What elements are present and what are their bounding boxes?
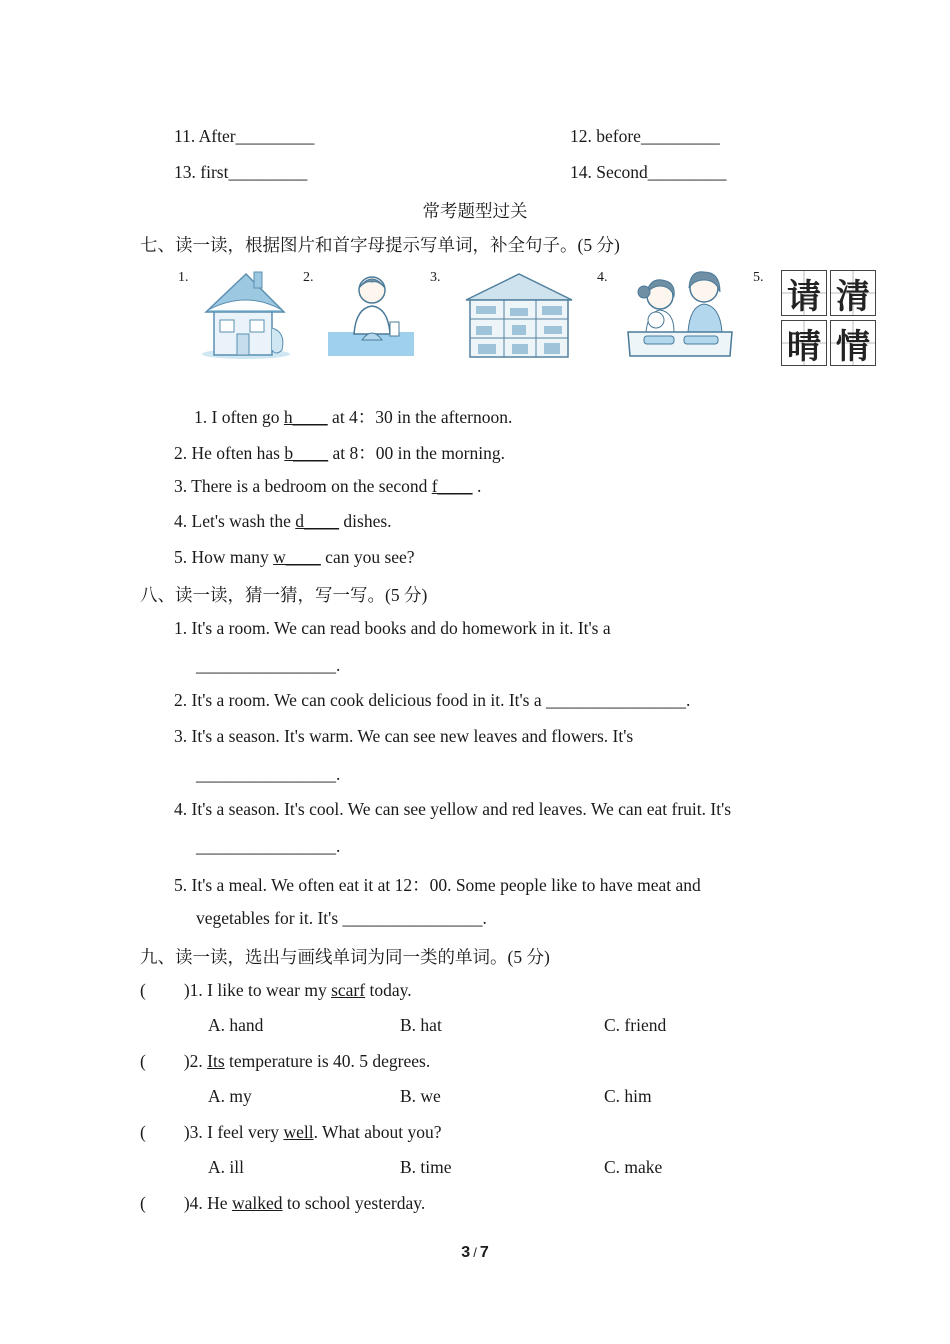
part-eight-heading: 八、读一读，猜一猜，写一写。(5 分) — [140, 585, 428, 605]
answer-blank: f____ — [431, 476, 473, 496]
item-12: 12. before_________ — [570, 126, 720, 146]
option: C. make — [604, 1157, 663, 1177]
item-14: 14. Second_________ — [570, 162, 727, 182]
eight-q2: 2. It's a room. We can cook delicious food in it. It's a ________________. — [174, 690, 691, 710]
answer-paren: ( — [140, 1193, 146, 1213]
eight-q3-line1: 3. It's a season. It's warm. We can see new leaves and flowers. It's — [174, 726, 634, 746]
seven-sentence-2: 2. He often has b____ at 8：00 in the morning. — [174, 443, 506, 463]
eight-q3-line2: ________________. — [196, 764, 341, 784]
eight-q5-line1: 5. It's a meal. We often eat it at 12：00. Some people like to have meat and — [174, 875, 701, 895]
house-picture — [200, 268, 292, 360]
item-11: 11. After_________ — [174, 126, 315, 146]
option: B. we — [400, 1086, 441, 1106]
eight-q4-line2: ________________. — [196, 836, 341, 856]
section-subtitle: 常考题型过关 — [422, 201, 528, 221]
page-number: 3 / 7 — [461, 1244, 489, 1261]
answer-paren: ( — [140, 1051, 146, 1071]
option: C. him — [604, 1086, 652, 1106]
eight-q5-line2: vegetables for it. It's ________________. — [196, 908, 487, 928]
eight-q1-line1: 1. It's a room. We can read books and do homework in it. It's a — [174, 618, 611, 638]
pic-label-2: 2. — [303, 270, 314, 285]
item-13: 13. first_________ — [174, 162, 308, 182]
seven-sentence-1: 1. I often go h____ at 4：30 in the afternoon. — [194, 407, 513, 427]
seven-sentence-3: 3. There is a bedroom on the second f____ . — [174, 476, 482, 496]
answer-blank: d____ — [295, 511, 340, 531]
eight-q1-line2: ________________. — [196, 655, 341, 675]
answer-blank: b____ — [284, 443, 329, 463]
girls-washing-dishes-picture — [624, 266, 736, 362]
pic-label-3: 3. — [430, 270, 441, 285]
hanzi-box-1: 请 — [781, 270, 827, 316]
pic-label-1: 1. — [178, 270, 189, 285]
house-rooms-picture — [464, 270, 574, 360]
option: B. hat — [400, 1015, 442, 1035]
hanzi-box-4: 情 — [830, 320, 876, 366]
pic-label-4: 4. — [597, 270, 608, 285]
boy-eating-picture — [328, 268, 416, 358]
pic-label-5: 5. — [753, 270, 764, 285]
nine-question-3: ( )3. I feel very well. What about you? — [140, 1122, 442, 1142]
answer-paren: ( — [140, 1122, 146, 1142]
part-nine-heading: 九、读一读，选出与画线单词为同一类的单词。(5 分) — [140, 947, 550, 967]
seven-sentence-4: 4. Let's wash the d____ dishes. — [174, 511, 392, 531]
option: A. hand — [208, 1015, 264, 1035]
nine-question-4: ( )4. He walked to school yesterday. — [140, 1193, 426, 1213]
nine-question-2: ( )2. Its temperature is 40. 5 degrees. — [140, 1051, 431, 1071]
answer-paren: ( — [140, 980, 146, 1000]
nine-question-1: ( )1. I like to wear my scarf today. — [140, 980, 412, 1000]
option: A. my — [208, 1086, 252, 1106]
answer-blank: h____ — [283, 407, 328, 427]
answer-blank: w____ — [273, 547, 321, 567]
hanzi-box-2: 清 — [830, 270, 876, 316]
seven-sentence-5: 5. How many w____ can you see? — [174, 547, 415, 567]
eight-q4-line1: 4. It's a season. It's cool. We can see yellow and red leaves. We can eat fruit. It's — [174, 799, 732, 819]
option: B. time — [400, 1157, 452, 1177]
option: A. ill — [208, 1157, 244, 1177]
hanzi-box-3: 晴 — [781, 320, 827, 366]
option: C. friend — [604, 1015, 667, 1035]
part-seven-heading: 七、读一读，根据图片和首字母提示写单词，补全句子。(5 分) — [140, 235, 620, 255]
